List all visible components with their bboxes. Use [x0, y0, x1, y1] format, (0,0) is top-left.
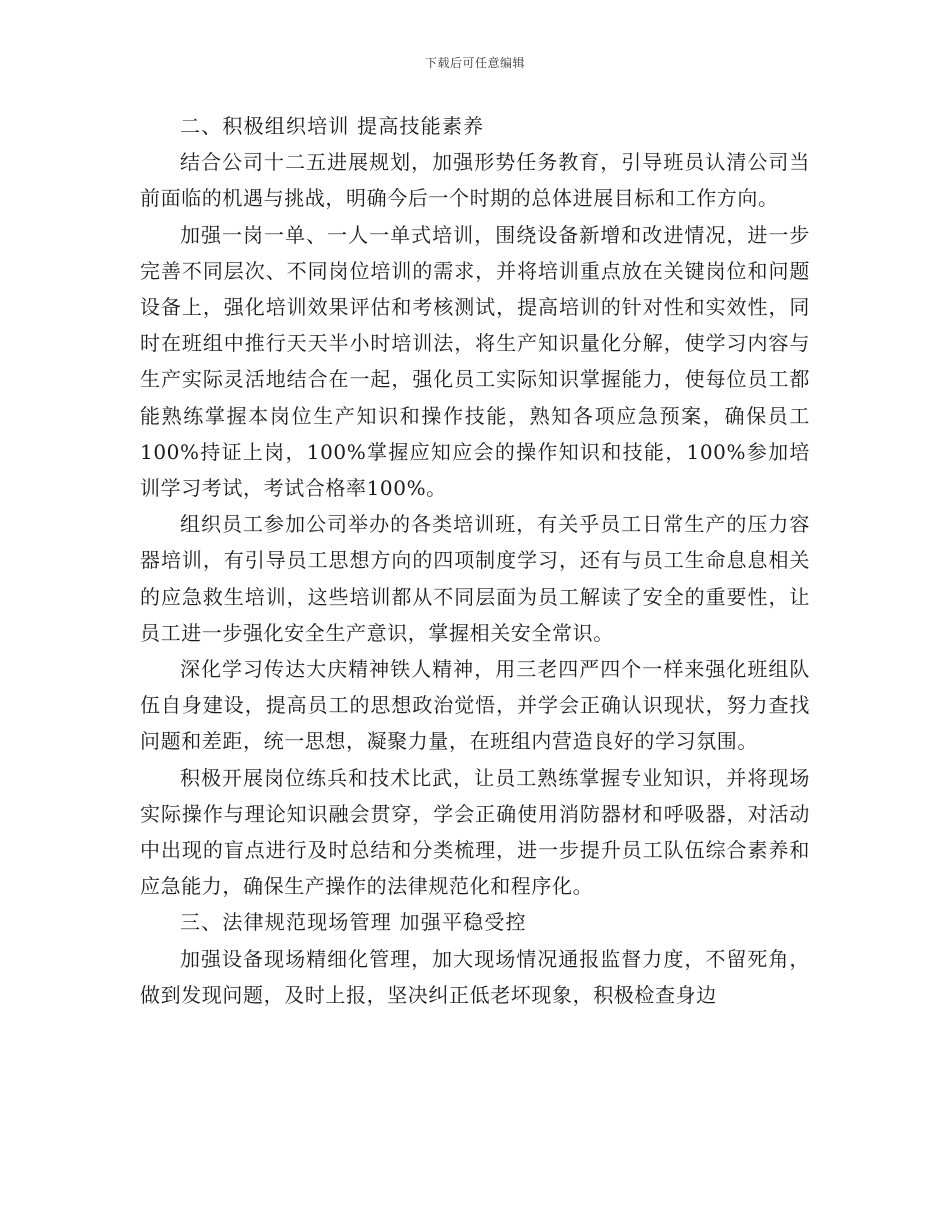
document-body [140, 108, 810, 1013]
section-heading: 三、法律规范现场管理 加强平稳受控 [180, 910, 527, 935]
header-note: 下载后可任意编辑 [424, 56, 525, 70]
body-paragraph: 结合公司十二五进展规划，加强形势任务教育，引导班员认清公司当前面临的机遇与挑战，明确今后一个时期的总体进展目标和工作方向。 [140, 150, 810, 211]
body-paragraph: 加强设备现场精细化管理，加大现场情况通报监督力度，不留死角，做到发现问题，及时上报，坚决纠正低老坏现象，积极检查身边 [140, 946, 810, 1007]
body-paragraph: 深化学习传达大庆精神铁人精神，用三老四严四个一样来强化班组队伍自身建设，提高员工的思想政治觉悟，并学会正确认识现状，努力查找问题和差距，统一思想，凝聚力量，在班组内营造良好的学习氛围。 [140, 657, 810, 754]
body-paragraph: 加强一岗一单、一人一单式培训，围绕设备新增和改进情况，进一步完善不同层次、不同岗位培训的需求，并将培训重点放在关键岗位和问题设备上，强化培训效果评估和考核测试，提高培训的针对性和实效性，同时在班组中推行天天半小时培训法，将生产知识量化分解，使学习内容与生产实际灵活地结合在一起，强化员工实际知识掌握能力，使每位员工都能熟练掌握本岗位生产知识和操作技能，熟知各项应急预案，确保员工100%持证上岗，100%掌握应知应会的操作知识和技能，100%参加培训学习考试，考试合格率100%。 [140, 222, 810, 501]
body-paragraph: 组织员工参加公司举办的各类培训班，有关乎员工日常生产的压力容器培训，有引导员工思想方向的四项制度学习，还有与员工生命息息相关的应急救生培训，这些培训都从不同层面为员工解读了安全的重要性，让员工进一步强化安全生产意识，掌握相关安全常识。 [140, 512, 810, 645]
section-heading: 二、积极组织培训 提高技能素养 [180, 114, 485, 138]
body-paragraph: 积极开展岗位练兵和技术比武，让员工熟练掌握专业知识，并将现场实际操作与理论知识融会贯穿，学会正确使用消防器材和呼吸器，对活动中出现的盲点进行及时总结和分类梳理，进一步提升员工队伍综合素养和应急能力，确保生产操作的法律规范化和程序化。 [140, 765, 810, 899]
